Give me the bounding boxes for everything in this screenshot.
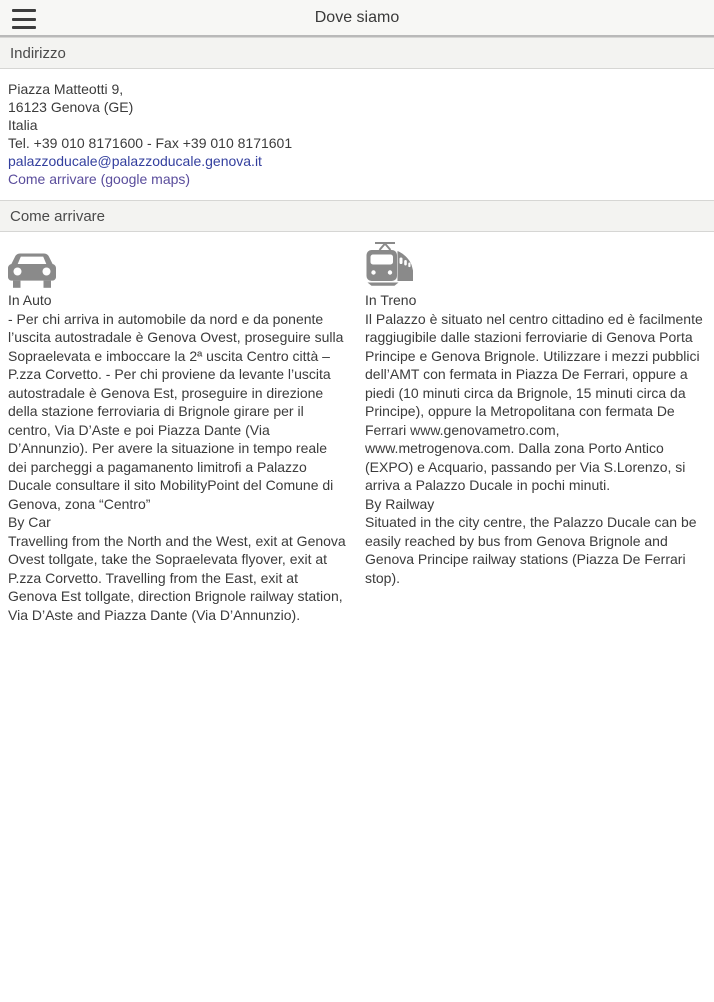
directions-columns: [0, 232, 714, 624]
email-link[interactable]: palazzoducale@palazzoducale.genova.it: [8, 153, 262, 169]
address-line: 16123 Genova (GE): [8, 99, 134, 115]
by-car-column: [8, 241, 361, 624]
by-car-text-en: Travelling from the North and the West, exit at Genova Ovest tollgate, take the Sopraelevata flyover, exit at P.zza Corvetto. Travelling from the East, exit at Genova Est tollgate, direction Brignole railway station, Via D’Aste and Piazza Dante (Via D’Annunzio).: [8, 532, 346, 623]
hamburger-icon: [12, 18, 36, 21]
page-title: Dove siamo: [314, 8, 400, 26]
by-train-text-it: Il Palazzo è situato nel centro cittadino ed è facilmente raggiugibile dalle stazioni ferroviarie di Genova Porta Principe e Genova Brignole. Utilizzare i mezzi pubblici dell’AMT con fermata in Piazza De Ferrari, oppure a piedi (10 minuti circa da Brignole, 15 minuti circa da Principe), oppure la Metropolitana con fermata De Ferrari www.genovametro.com, www.metrogenova.com. Dalla zona Porto Antico (EXPO) e Acquario, passando per Via S.Lorenzo, si arriva a Palazzo Ducale in pochi minuti.: [365, 310, 703, 493]
by-car-subtitle: By Car: [8, 514, 51, 530]
by-train-text-en: Situated in the city centre, the Palazzo Ducale can be easily reached by bus from Genova Brignole and Genova Principe railway stations (Piazza De Ferrari stop).: [365, 514, 697, 586]
by-car-title: In Auto: [8, 292, 52, 308]
app-header: [0, 0, 714, 37]
by-train-column: [361, 241, 706, 624]
car-icon: [8, 252, 56, 288]
by-car-text-it: - Per chi arriva in automobile da nord e da ponente l’uscita autostradale è Genova Ovest, proseguire sulla Sopraelevata e imboccare la 2ª uscita Centro città – P.zza Corvetto. - Per chi proviene da levante l’uscita autostradale è Genova Est, proseguire in direzione della stazione ferroviaria di Brignole girare per il centro, Via D’Aste e poi Piazza Dante (Via D’Annunzio). Per avere la situazione in tempo reale dei parcheggi a pagamanento limitrofi a Palazzo Ducale consultare il sito MobilityPoint del Comune di Genova, zona “Centro”: [8, 310, 344, 512]
address-line: Italia: [8, 117, 38, 133]
train-icon-box: [365, 241, 706, 288]
by-train-subtitle: By Railway: [365, 495, 435, 512]
hamburger-icon: [12, 9, 36, 12]
section-heading-label: Come arrivare: [10, 207, 106, 225]
google-maps-link[interactable]: Come arrivare (google maps): [8, 171, 191, 187]
car-icon-box: [8, 241, 349, 288]
by-train-title: In Treno: [365, 292, 417, 308]
section-header-indirizzo: [0, 37, 714, 69]
section-header-come-arrivare: [0, 200, 714, 232]
address-line: Tel. +39 010 8171600 - Fax +39 010 8171601: [8, 135, 293, 151]
address-block: [0, 69, 714, 200]
address-line: Piazza Matteotti 9,: [8, 81, 124, 97]
section-heading-label: Indirizzo: [10, 44, 66, 62]
train-icon: [365, 241, 413, 288]
hamburger-icon: [12, 26, 36, 29]
hamburger-menu-button[interactable]: [12, 8, 36, 30]
